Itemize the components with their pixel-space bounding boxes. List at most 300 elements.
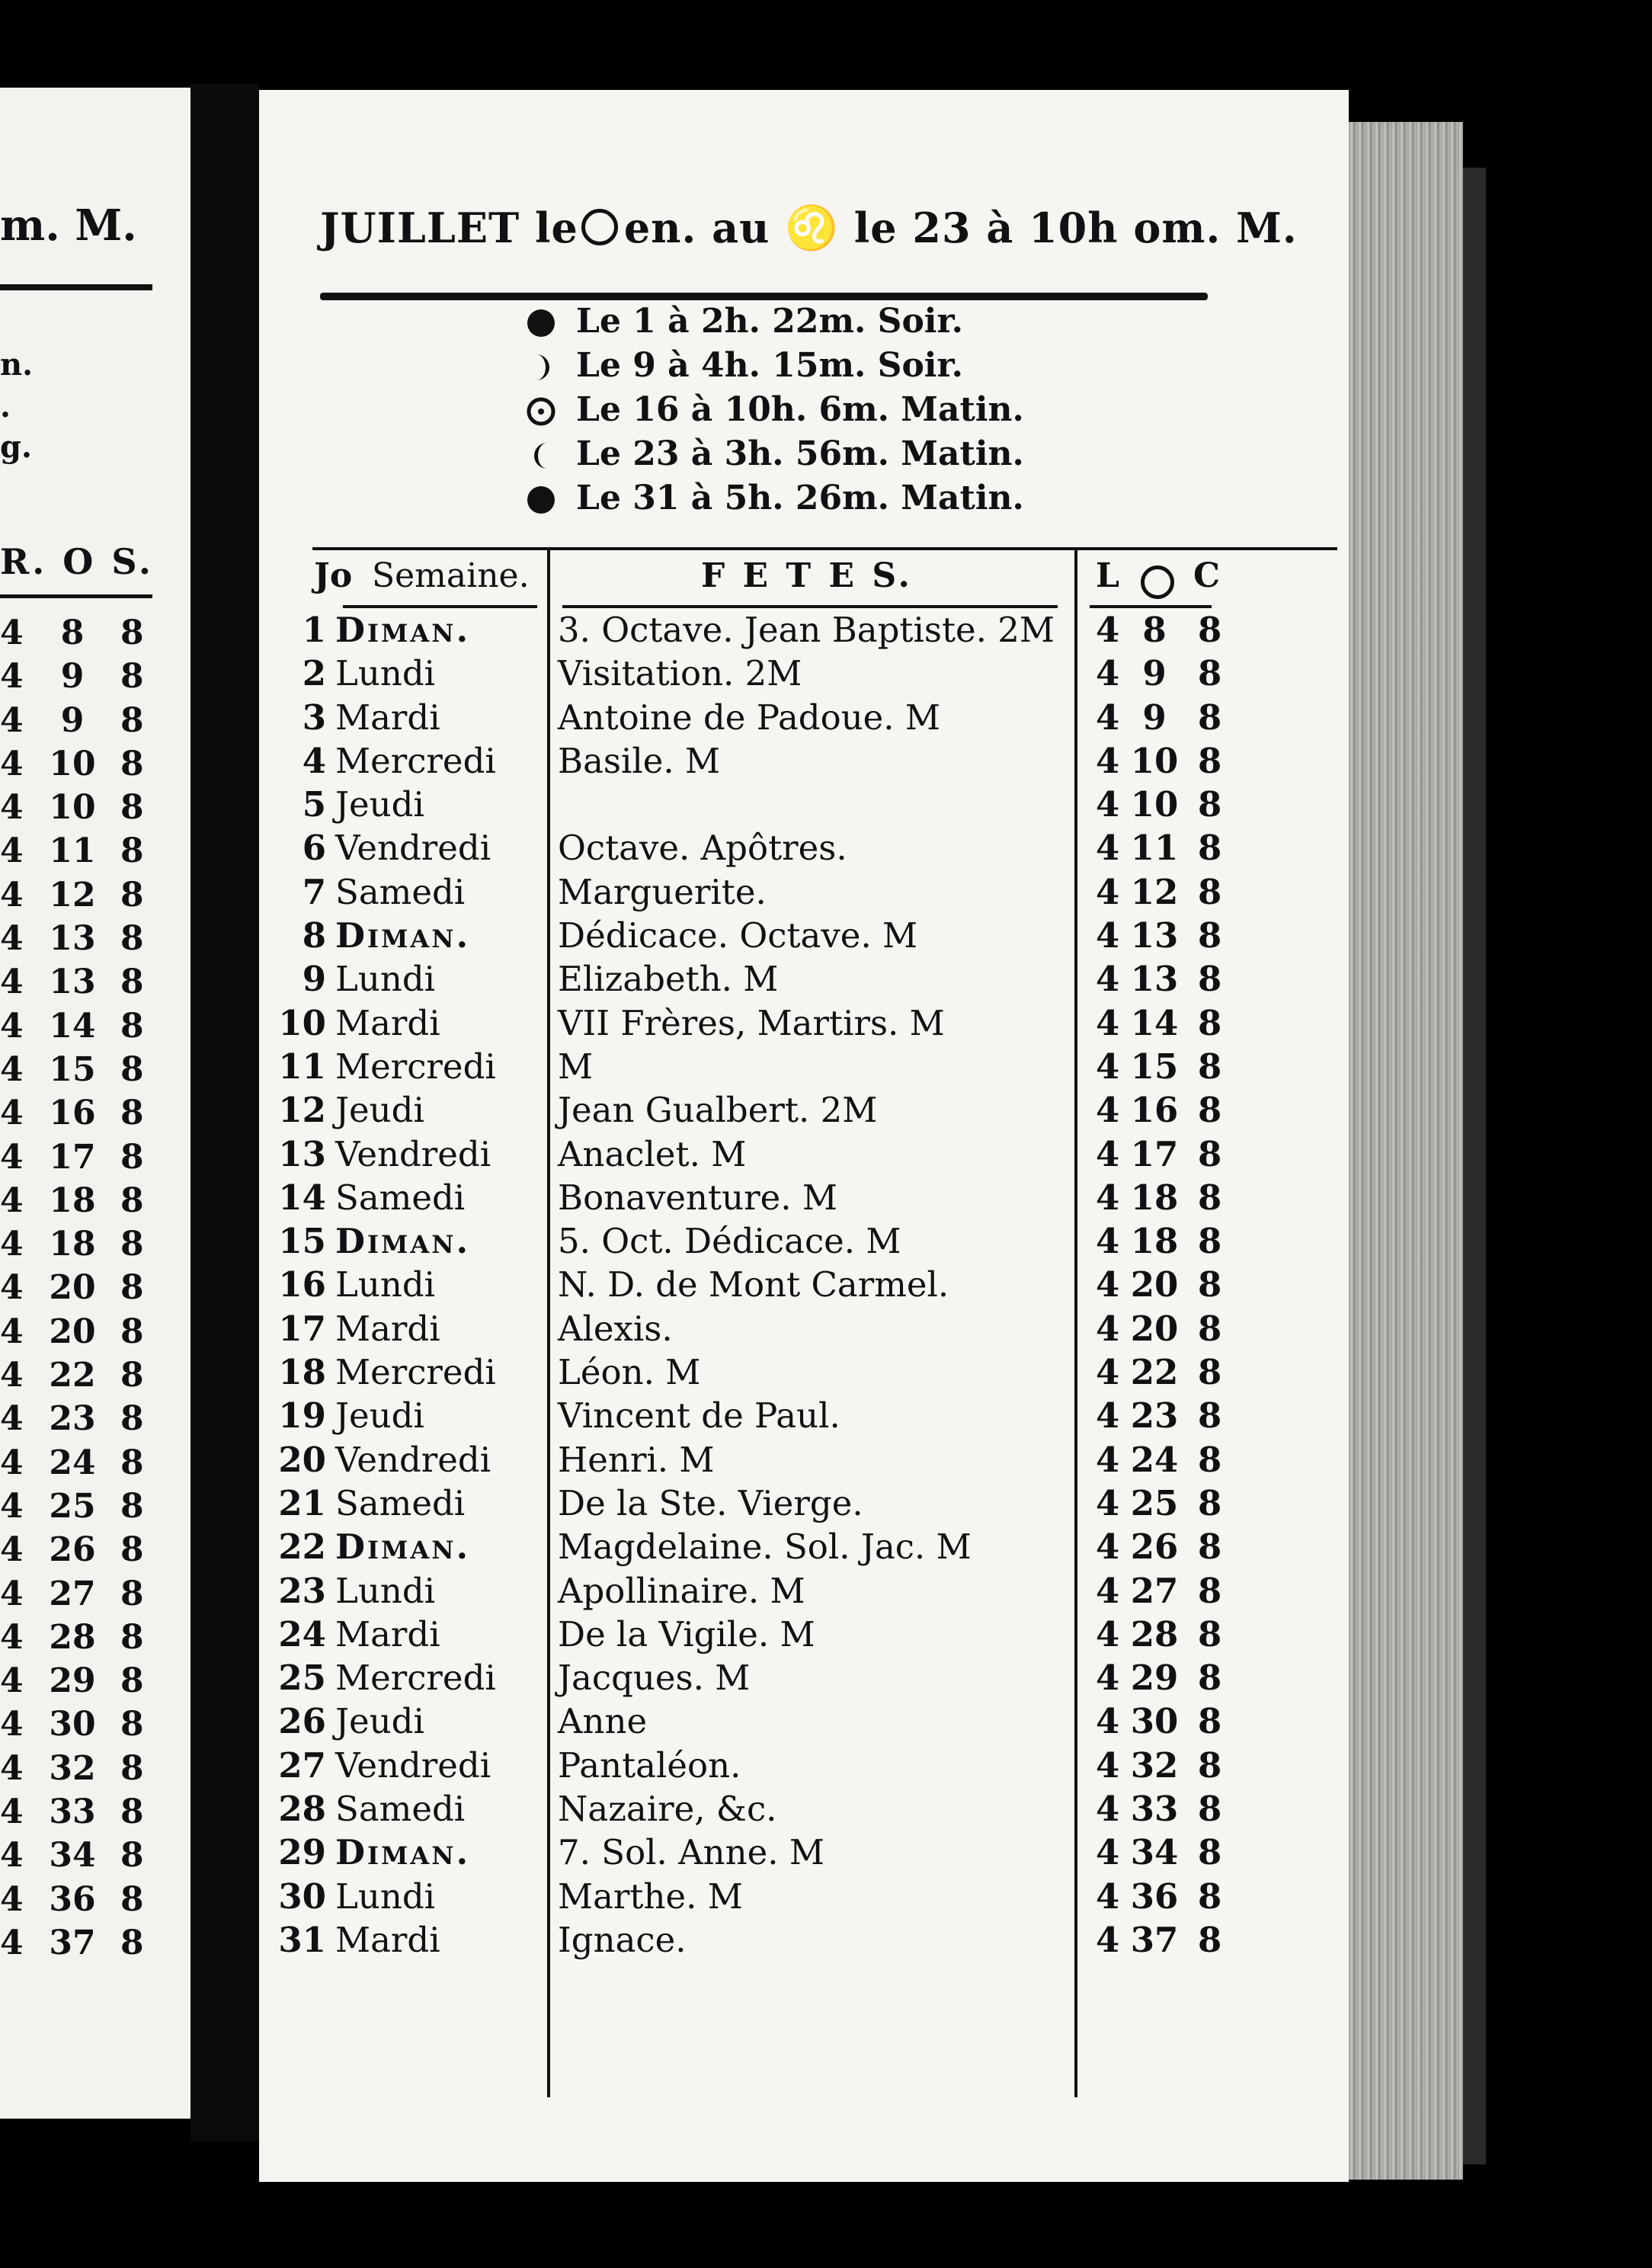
sunrise-hour: 4: [1096, 1919, 1120, 1960]
sunset-hour: 8: [1198, 1395, 1222, 1437]
day-number: 14: [278, 1177, 326, 1218]
lever-underline: [1090, 605, 1212, 608]
sunrise-minute: 10: [1130, 784, 1179, 825]
fete-cell: Marthe. M: [558, 1876, 743, 1917]
table-row: [259, 828, 1349, 871]
previous-page-row: [0, 613, 190, 657]
previous-page-row: [0, 1399, 190, 1443]
second-cell: 8: [120, 1006, 144, 1046]
day-number: 6: [302, 828, 326, 869]
sunset-hour: 8: [1198, 1046, 1222, 1087]
sunrise-hour: 4: [1096, 1046, 1120, 1087]
fete-cell: De la Vigile. M: [558, 1613, 815, 1655]
weekday-cell: Mardi: [335, 1002, 440, 1043]
sunrise-minute: 32: [1130, 1744, 1179, 1786]
sunrise-minute: 9: [1142, 653, 1167, 694]
previous-page: [0, 88, 190, 2119]
hour-cell: 4: [0, 1792, 24, 1832]
day-number: 15: [278, 1221, 326, 1262]
day-number: 31: [278, 1919, 326, 1960]
fete-cell: 5. Oct. Dédicace. M: [558, 1221, 901, 1262]
sunset-hour: 8: [1198, 697, 1222, 738]
second-cell: 8: [120, 1486, 144, 1526]
second-cell: 8: [120, 1443, 144, 1482]
weekday-cell: Jeudi: [335, 1395, 424, 1437]
day-number: 20: [278, 1439, 326, 1480]
day-number: 17: [278, 1308, 326, 1349]
day-number: 23: [278, 1570, 326, 1611]
table-row: [259, 1920, 1349, 1963]
weekday-cell: Lundi: [335, 959, 436, 1000]
new-moon-icon: [526, 308, 556, 338]
hour-cell: 4: [0, 919, 24, 959]
weekday-cell: Samedi: [335, 1789, 466, 1830]
hour-cell: 4: [0, 700, 24, 740]
weekday-cell: Mercredi: [335, 1658, 496, 1699]
second-cell: 8: [120, 1399, 144, 1439]
day-number: 18: [278, 1352, 326, 1393]
sunrise-minute: 33: [1130, 1789, 1179, 1830]
minute-cell: 11: [49, 831, 96, 871]
previous-page-row: [0, 788, 190, 831]
minute-cell: 8: [60, 613, 85, 652]
previous-page-row: [0, 1312, 190, 1356]
minute-cell: 16: [49, 1094, 96, 1133]
sunrise-minute: 20: [1130, 1264, 1179, 1305]
sunset-hour: 8: [1198, 1352, 1222, 1393]
weekday-cell: Lundi: [335, 1264, 436, 1305]
weekday-cell: Diman.: [335, 915, 471, 956]
sunrise-minute: 16: [1130, 1090, 1179, 1131]
sun-icon: [1141, 565, 1174, 599]
previous-page-row: [0, 1574, 190, 1618]
minute-cell: 27: [49, 1574, 96, 1613]
sunset-hour: 8: [1198, 1832, 1222, 1873]
second-cell: 8: [120, 1356, 144, 1395]
second-cell: 8: [120, 1530, 144, 1570]
table-row: [259, 610, 1349, 653]
weekday-cell: Mercredi: [335, 1352, 496, 1393]
previous-page-row: [0, 1138, 190, 1181]
hour-cell: 4: [0, 1748, 24, 1788]
weekday-cell: Lundi: [335, 1876, 436, 1917]
sunrise-hour: 4: [1096, 610, 1120, 650]
day-number: 4: [302, 740, 326, 781]
weekday-cell: Jeudi: [335, 1701, 424, 1742]
sunrise-minute: 8: [1142, 610, 1167, 650]
fete-cell: Elizabeth. M: [558, 959, 779, 1000]
sunrise-minute: 28: [1130, 1613, 1179, 1655]
minute-cell: 25: [49, 1486, 96, 1526]
table-row: [259, 1395, 1349, 1439]
sunrise-hour: 4: [1096, 784, 1120, 825]
second-cell: 8: [120, 1137, 144, 1177]
minute-cell: 34: [49, 1836, 96, 1876]
hour-cell: 4: [0, 1268, 24, 1308]
sunrise-minute: 10: [1130, 740, 1179, 781]
minute-cell: 29: [49, 1661, 96, 1701]
table-row: [259, 1483, 1349, 1526]
previous-page-row: [0, 1094, 190, 1137]
fete-cell: Ignace.: [558, 1919, 687, 1960]
column-header-c: C: [1193, 556, 1221, 595]
sunrise-minute: 34: [1130, 1832, 1179, 1873]
fete-cell: VII Frères, Martirs. M: [558, 1002, 945, 1043]
minute-cell: 9: [60, 657, 85, 697]
sunrise-minute: 18: [1130, 1177, 1179, 1218]
weekday-cell: Diman.: [335, 1832, 471, 1873]
second-cell: 8: [120, 963, 144, 1002]
sunrise-hour: 4: [1096, 1177, 1120, 1218]
weekday-cell: Mercredi: [335, 740, 496, 781]
sunset-hour: 8: [1198, 1526, 1222, 1568]
header-rule: [320, 293, 1208, 300]
minute-cell: 12: [49, 875, 96, 915]
sunrise-minute: 29: [1130, 1658, 1179, 1699]
sunrise-hour: 4: [1096, 653, 1120, 694]
sunrise-hour: 4: [1096, 1832, 1120, 1873]
minute-cell: 20: [49, 1268, 96, 1308]
weekday-cell: Vendredi: [335, 1133, 491, 1174]
day-number: 16: [278, 1264, 326, 1305]
fete-cell: Jacques. M: [558, 1658, 751, 1699]
fete-cell: Nazaire, &c.: [558, 1789, 777, 1830]
minute-cell: 32: [49, 1748, 96, 1788]
table-row: [259, 741, 1349, 784]
sunrise-minute: 23: [1130, 1395, 1179, 1437]
sunrise-minute: 15: [1130, 1046, 1179, 1087]
sunset-hour: 8: [1198, 610, 1222, 650]
sunset-hour: 8: [1198, 1264, 1222, 1305]
column-header-semaine: Semaine.: [372, 556, 530, 595]
weekday-cell: Mercredi: [335, 1046, 496, 1087]
sunrise-hour: 4: [1096, 1090, 1120, 1131]
table-row: [259, 1658, 1349, 1701]
table-row: [259, 1614, 1349, 1658]
table-row: [259, 1876, 1349, 1920]
previous-page-row: [0, 1268, 190, 1312]
previous-page-header-rule: [0, 284, 152, 290]
weekday-cell: Mardi: [335, 1919, 440, 1960]
sun-icon: [581, 209, 618, 245]
day-number: 30: [278, 1876, 326, 1917]
sunrise-minute: 22: [1130, 1352, 1179, 1393]
sunset-hour: 8: [1198, 1570, 1222, 1611]
minute-cell: 10: [49, 788, 96, 828]
fete-cell: Anaclet. M: [558, 1133, 747, 1174]
sunrise-minute: 36: [1130, 1876, 1179, 1917]
hour-cell: 4: [0, 1617, 24, 1657]
semaine-underline: [343, 605, 537, 608]
minute-cell: 24: [49, 1443, 96, 1482]
previous-page-row: [0, 1792, 190, 1836]
minute-cell: 9: [60, 700, 85, 740]
second-cell: 8: [120, 1049, 144, 1089]
column-header-fetes: F E T E S.: [701, 556, 913, 595]
fete-cell: Magdelaine. Sol. Jac. M: [558, 1526, 972, 1568]
fete-cell: Octave. Apôtres.: [558, 828, 847, 869]
sunset-hour: 8: [1198, 1789, 1222, 1830]
sunset-hour: 8: [1198, 1701, 1222, 1742]
table-row: [259, 1526, 1349, 1570]
day-number: 3: [302, 697, 326, 738]
second-cell: 8: [120, 919, 144, 959]
day-number: 2: [302, 653, 326, 694]
fete-cell: Vincent de Paul.: [558, 1395, 840, 1437]
moon-phase-text: Le 16 à 10h. 6m. Matin.: [576, 390, 1024, 429]
hour-cell: 4: [0, 1225, 24, 1264]
table-row: [259, 1134, 1349, 1177]
previous-page-row: [0, 745, 190, 788]
fete-cell: Alexis.: [558, 1308, 673, 1349]
hour-cell: 4: [0, 831, 24, 871]
minute-cell: 15: [49, 1049, 96, 1089]
second-cell: 8: [120, 1312, 144, 1351]
hour-cell: 4: [0, 1661, 24, 1701]
day-number: 1: [302, 610, 326, 650]
day-number: 8: [302, 915, 326, 956]
previous-page-row: [0, 1181, 190, 1225]
sunset-hour: 8: [1198, 1658, 1222, 1699]
previous-page-line-fragment: n.: [0, 347, 34, 383]
previous-page-row: [0, 1661, 190, 1705]
second-cell: 8: [120, 1574, 144, 1613]
fete-cell: Visitation. 2M: [558, 653, 802, 694]
sunrise-minute: 12: [1130, 871, 1179, 912]
sunset-hour: 8: [1198, 1221, 1222, 1262]
fete-cell: 3. Octave. Jean Baptiste. 2M: [558, 610, 1055, 650]
table-row: [259, 1090, 1349, 1133]
day-number: 19: [278, 1395, 326, 1437]
second-cell: 8: [120, 657, 144, 697]
second-cell: 8: [120, 1268, 144, 1308]
table-row: [259, 1003, 1349, 1046]
hour-cell: 4: [0, 875, 24, 915]
sunrise-hour: 4: [1096, 1395, 1120, 1437]
previous-page-row: [0, 1050, 190, 1094]
full-moon-icon: [526, 396, 556, 427]
previous-page-row: [0, 1705, 190, 1748]
fete-cell: Anne: [558, 1701, 648, 1742]
sunrise-hour: 4: [1096, 1570, 1120, 1611]
sunrise-hour: 4: [1096, 1482, 1120, 1523]
table-row: [259, 653, 1349, 697]
weekday-cell: Mardi: [335, 697, 440, 738]
moon-phase-text: Le 1 à 2h. 22m. Soir.: [576, 302, 963, 341]
second-cell: 8: [120, 1705, 144, 1744]
column-header-l: L: [1096, 556, 1119, 595]
fete-cell: Bonaventure. M: [558, 1177, 837, 1218]
cover-edge: [1463, 168, 1486, 2164]
fete-cell: Basile. M: [558, 740, 721, 781]
header-rest: le 23 à 10h om. M.: [853, 203, 1298, 252]
page-title: [320, 203, 1298, 253]
fete-cell: 7. Sol. Anne. M: [558, 1832, 824, 1873]
sunset-hour: 8: [1198, 915, 1222, 956]
previous-page-row: [0, 1880, 190, 1924]
sunrise-hour: 4: [1096, 828, 1120, 869]
second-cell: 8: [120, 1792, 144, 1832]
moon-phase-text: Le 31 à 5h. 26m. Matin.: [576, 479, 1024, 517]
hour-cell: 4: [0, 1836, 24, 1876]
sunrise-minute: 13: [1130, 915, 1179, 956]
table-row: [259, 1745, 1349, 1789]
table-row: [259, 1177, 1349, 1221]
sunset-hour: 8: [1198, 1876, 1222, 1917]
table-row: [259, 1221, 1349, 1264]
previous-page-row: [0, 1007, 190, 1050]
second-cell: 8: [120, 1094, 144, 1133]
weekday-cell: Diman.: [335, 1221, 471, 1262]
table-row: [259, 1309, 1349, 1352]
second-cell: 8: [120, 1836, 144, 1876]
sunrise-hour: 4: [1096, 697, 1120, 738]
sunrise-minute: 17: [1130, 1133, 1179, 1174]
previous-page-row: [0, 1443, 190, 1487]
second-cell: 8: [120, 1748, 144, 1788]
sunrise-minute: 24: [1130, 1439, 1179, 1480]
hour-cell: 4: [0, 1049, 24, 1089]
sunset-hour: 8: [1198, 1002, 1222, 1043]
previous-page-row: [0, 1225, 190, 1268]
hour-cell: 4: [0, 963, 24, 1002]
day-number: 11: [278, 1046, 326, 1087]
sunrise-hour: 4: [1096, 1352, 1120, 1393]
new-moon-icon: [526, 485, 556, 515]
month-title: JUILLET: [320, 203, 520, 252]
header-entry: en. au: [623, 203, 770, 252]
sunrise-hour: 4: [1096, 1876, 1120, 1917]
fete-cell: N. D. de Mont Carmel.: [558, 1264, 949, 1305]
second-cell: 8: [120, 875, 144, 915]
day-number: 24: [278, 1613, 326, 1655]
previous-page-row: [0, 1749, 190, 1792]
sunset-hour: 8: [1198, 740, 1222, 781]
sunset-hour: 8: [1198, 1090, 1222, 1131]
previous-page-row: [0, 963, 190, 1006]
fete-cell: Marguerite.: [558, 871, 767, 912]
fete-cell: Pantaléon.: [558, 1744, 741, 1786]
previous-page-row: [0, 919, 190, 963]
table-row: [259, 1440, 1349, 1483]
previous-page-row: [0, 1356, 190, 1399]
page-edge: [1349, 122, 1463, 2180]
previous-page-row: [0, 876, 190, 919]
weekday-cell: Mardi: [335, 1308, 440, 1349]
hour-cell: 4: [0, 657, 24, 697]
moon-phase-text: Le 23 à 3h. 56m. Matin.: [576, 434, 1024, 473]
table-row: [259, 1046, 1349, 1090]
hour-cell: 4: [0, 1443, 24, 1482]
second-cell: 8: [120, 1661, 144, 1701]
sunrise-minute: 14: [1130, 1002, 1179, 1043]
previous-page-line-fragment: g.: [0, 429, 32, 465]
hour-cell: 4: [0, 1312, 24, 1351]
sunset-hour: 8: [1198, 1482, 1222, 1523]
fete-cell: Dédicace. Octave. M: [558, 915, 918, 956]
sunrise-minute: 20: [1130, 1308, 1179, 1349]
hour-cell: 4: [0, 788, 24, 828]
sunset-hour: 8: [1198, 784, 1222, 825]
hour-cell: 4: [0, 1879, 24, 1919]
sunrise-hour: 4: [1096, 1613, 1120, 1655]
column-header-jours: Jo: [314, 556, 353, 595]
sunset-hour: 8: [1198, 1133, 1222, 1174]
minute-cell: 30: [49, 1705, 96, 1744]
table-row: [259, 784, 1349, 828]
fete-cell: Antoine de Padoue. M: [558, 697, 940, 738]
second-cell: 8: [120, 788, 144, 828]
weekday-cell: Samedi: [335, 1177, 466, 1218]
sunrise-minute: 27: [1130, 1570, 1179, 1611]
day-number: 28: [278, 1789, 326, 1830]
sunrise-hour: 4: [1096, 1439, 1120, 1480]
previous-page-header-fragment: m. M.: [0, 200, 137, 251]
second-cell: 8: [120, 1225, 144, 1264]
sunset-hour: 8: [1198, 1744, 1222, 1786]
minute-cell: 26: [49, 1530, 96, 1570]
hour-cell: 4: [0, 613, 24, 652]
sunrise-hour: 4: [1096, 1744, 1120, 1786]
sunrise-minute: 9: [1142, 697, 1167, 738]
weekday-cell: Vendredi: [335, 1439, 491, 1480]
day-number: 7: [302, 871, 326, 912]
fete-cell: Léon. M: [558, 1352, 701, 1393]
fete-cell: M: [558, 1046, 594, 1087]
hour-cell: 4: [0, 1399, 24, 1439]
minute-cell: 23: [49, 1399, 96, 1439]
hour-cell: 4: [0, 1705, 24, 1744]
previous-page-column-header: R. O S.: [0, 541, 154, 582]
sunrise-minute: 18: [1130, 1221, 1179, 1262]
sunrise-hour: 4: [1096, 915, 1120, 956]
sunrise-hour: 4: [1096, 1221, 1120, 1262]
sunrise-hour: 4: [1096, 959, 1120, 1000]
weekday-cell: Diman.: [335, 610, 471, 650]
previous-page-row: [0, 831, 190, 875]
sunset-hour: 8: [1198, 871, 1222, 912]
sunrise-minute: 13: [1130, 959, 1179, 1000]
day-number: 10: [278, 1002, 326, 1043]
calendar-table: [259, 610, 1349, 1963]
fete-cell: Jean Gualbert. 2M: [558, 1090, 878, 1131]
second-cell: 8: [120, 613, 144, 652]
weekday-cell: Diman.: [335, 1526, 471, 1568]
minute-cell: 10: [49, 744, 96, 783]
hour-cell: 4: [0, 1356, 24, 1395]
sunset-hour: 8: [1198, 828, 1222, 869]
second-cell: 8: [120, 1923, 144, 1962]
minute-cell: 28: [49, 1617, 96, 1657]
hour-cell: 4: [0, 1486, 24, 1526]
weekday-cell: Samedi: [335, 1482, 466, 1523]
minute-cell: 13: [49, 919, 96, 959]
minute-cell: 13: [49, 963, 96, 1002]
fete-cell: Henri. M: [558, 1439, 715, 1480]
hour-cell: 4: [0, 1006, 24, 1046]
day-number: 5: [302, 784, 326, 825]
minute-cell: 36: [49, 1879, 96, 1919]
table-row: [259, 1789, 1349, 1832]
previous-page-line-fragment: .: [0, 389, 11, 424]
sunrise-hour: 4: [1096, 1133, 1120, 1174]
day-number: 26: [278, 1701, 326, 1742]
weekday-cell: Jeudi: [335, 1090, 424, 1131]
sunset-hour: 8: [1198, 1439, 1222, 1480]
sunrise-minute: 30: [1130, 1701, 1179, 1742]
sunrise-hour: 4: [1096, 1308, 1120, 1349]
table-top-rule: [312, 547, 1337, 550]
